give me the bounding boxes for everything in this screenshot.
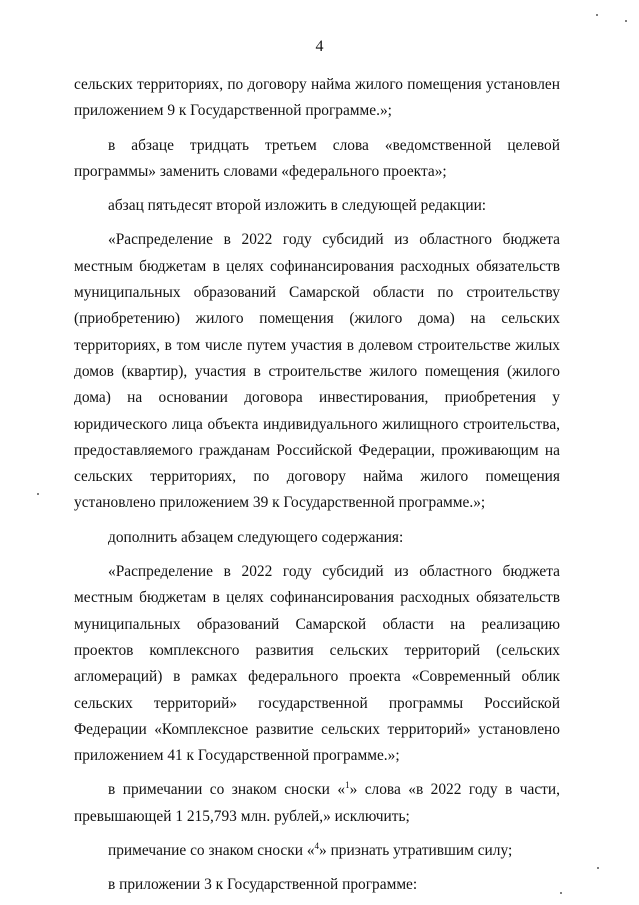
paragraph-5: дополнить абзацем следующего содержания: (108, 528, 404, 546)
paragraph-4: «Распределение в 2022 году субсидий из областного бюджета местным бюджетам в целях софинансирования расходных обязательств муниципальных образований Самарской области по строительству (приобретению) жилого помещения (жилого дома) на сельских территориях, в том числе путем участия в долевом строительстве жилых домов (квартир), участия в строительстве жилого помещения (жилого дома) на основании договора инвестирования, приобретения у юридического лица объекта индивидуального жилищного строительства, предоставляемого гражданам Российской Федерации, проживающим на сельских территориях, по договору найма жилого помещения установлено приложением 39 к Государственной программе.»; (74, 231, 560, 512)
scan-speck (560, 892, 562, 894)
footnote-mark-1: 1 (345, 780, 350, 791)
paragraph-7 (74, 777, 560, 830)
scan-speck (37, 493, 39, 495)
paragraph-6: «Распределение в 2022 году субсидий из областного бюджета местным бюджетам в целях софинансирования расходных обязательств муниципальных образований Самарской области на реализацию проектов комплексного развития сельских территорий (сельских агломераций) в рамках федерального проекта «Современный облик сельских территорий» государственной программы Российской Федерации «Комплексное развитие сельских территорий» установлено приложением 41 к Государственной программе.»; (74, 563, 560, 765)
page-number: 4 (315, 38, 324, 55)
paragraph-3: абзац пятьдесят второй изложить в следующей редакции: (108, 197, 487, 215)
paragraph-8 (74, 838, 560, 864)
scan-speck (596, 14, 598, 16)
paragraph-1: сельских территориях, по договору найма жилого помещения установлен приложением 9 к Государственной программе.»; (74, 76, 560, 120)
paragraph-7-text-after: » слова «в 2022 году в части, превышающей 1 215,793 млн. рублей,» исключить; (74, 781, 560, 825)
scan-speck (625, 20, 627, 22)
scan-speck (597, 867, 599, 869)
paragraph-2: в абзаце тридцать третьем слова «ведомственной целевой программы» заменить словами «федерального проекта»; (74, 136, 560, 180)
paragraph-8-text-before: примечание со знаком сноски « (108, 842, 315, 860)
footnote-mark-4: 4 (314, 841, 320, 852)
paragraph-7-text-before: в примечании со знаком сноски « (108, 781, 346, 799)
paragraph-9: в приложении 3 к Государственной программе: (108, 876, 418, 894)
document-body (74, 72, 560, 899)
paragraph-8-text-after: » признать утратившим силу; (319, 842, 513, 860)
